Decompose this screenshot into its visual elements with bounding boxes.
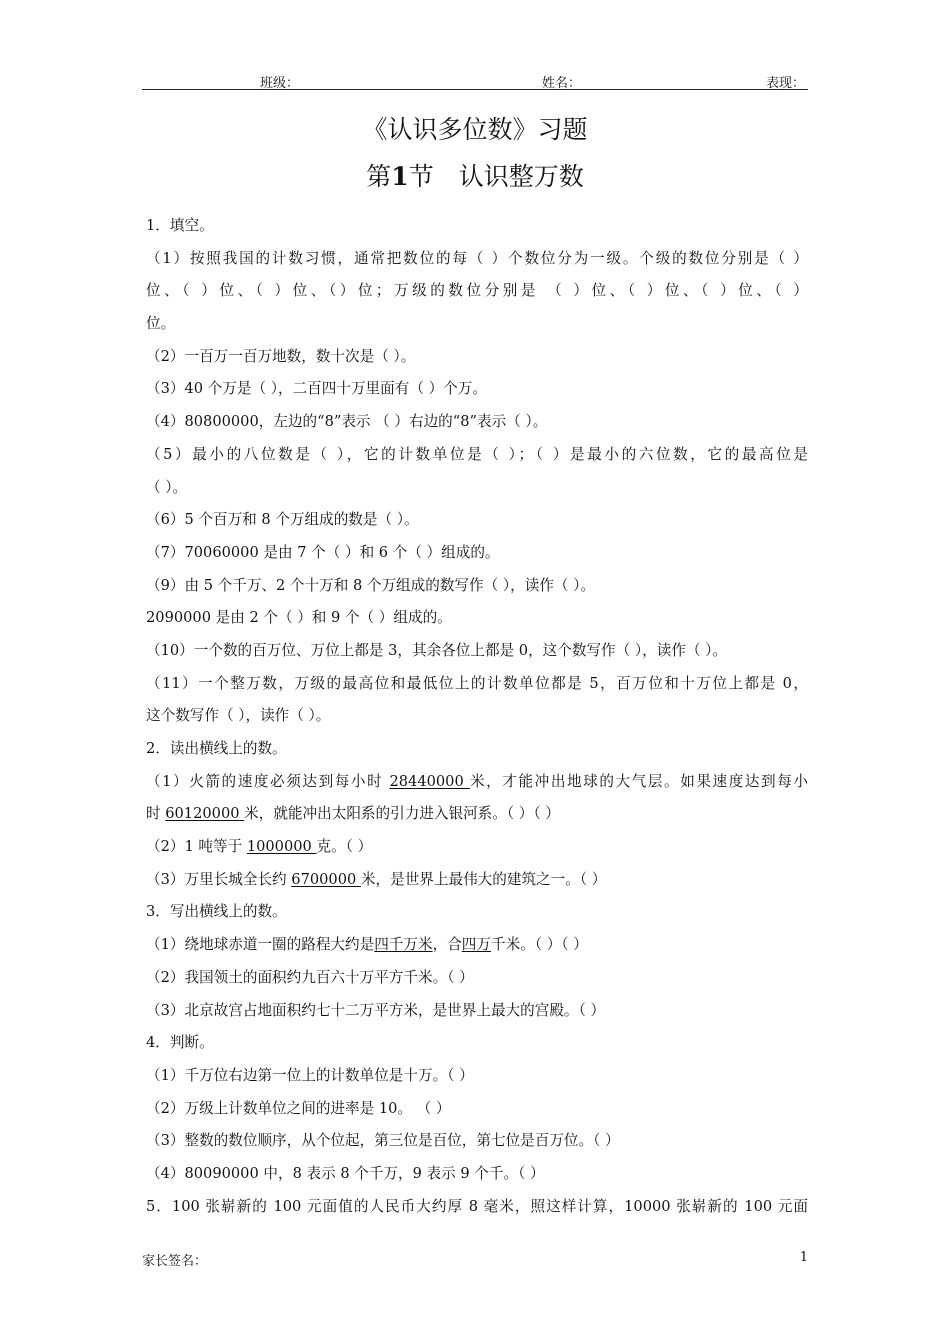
underlined-number: 1000000 bbox=[246, 838, 317, 856]
exercise-line bbox=[146, 766, 808, 799]
exercise-line bbox=[146, 210, 808, 243]
line-text: 米，才能冲出地球的大气层。如果速度达到每小 bbox=[469, 772, 808, 790]
exercise-line bbox=[146, 275, 808, 308]
underlined-number: 6700000 bbox=[291, 870, 361, 888]
exercise-line bbox=[146, 1158, 808, 1191]
line-text: （3）万里长城全长约 bbox=[146, 870, 292, 888]
exercise-line bbox=[146, 1027, 808, 1060]
line-text: （ ）。 bbox=[146, 478, 188, 496]
underlined-number: 四万 bbox=[461, 936, 491, 954]
exercise-body bbox=[146, 210, 808, 1223]
performance-label: 表现： bbox=[766, 76, 806, 91]
line-text: 米，是世界上最伟大的建筑之一。（ ） bbox=[360, 870, 607, 888]
exercise-line bbox=[146, 308, 808, 341]
exercise-line bbox=[146, 570, 808, 603]
line-text: （2）一百万一百万地数，数十次是（ ）。 bbox=[146, 347, 416, 365]
exercise-line bbox=[146, 504, 808, 537]
exercise-line bbox=[146, 537, 808, 570]
exercise-line bbox=[146, 1060, 808, 1093]
line-text: （3）整数的数位顺序，从个位起，第三位是百位，第七位是百万位。（ ） bbox=[146, 1132, 620, 1150]
exercise-line bbox=[146, 406, 808, 439]
section-prefix: 第 bbox=[366, 162, 392, 191]
line-text: 位。 bbox=[146, 315, 176, 333]
line-text: 5．100 张崭新的 100 元面值的人民币大约厚 8 毫米，照这样计算，10000 张崭新的 100 元面 bbox=[146, 1197, 808, 1215]
line-text: （3）40 个万是（ ），二百四十万里面有（ ）个万。 bbox=[146, 380, 487, 398]
line-text: （2）我国领土的面积约九百六十万平方千米。（ ） bbox=[146, 968, 474, 986]
line-text: （2）万级上计数单位之间的进率是 10。 （ ） bbox=[146, 1099, 451, 1117]
parent-signature-label: 家长签名： bbox=[142, 1254, 208, 1269]
exercise-line bbox=[146, 373, 808, 406]
exercise-line bbox=[146, 1093, 808, 1126]
exercise-line bbox=[146, 864, 808, 897]
exercise-line bbox=[146, 243, 808, 276]
exercise-line bbox=[146, 700, 808, 733]
line-text: 2090000 是由 2 个（ ）和 9 个（ ）组成的。 bbox=[146, 609, 452, 627]
name-label: 姓名： bbox=[542, 76, 582, 91]
exercise-line bbox=[146, 341, 808, 374]
line-text: 1．填空。 bbox=[146, 217, 214, 234]
line-text: （10）一个数的百万位、万位上都是 3，其余各位上都是 0，这个数写作（ ），读作（ ）。 bbox=[146, 641, 728, 659]
line-text: 2．读出横线上的数。 bbox=[146, 740, 287, 757]
exercise-line bbox=[146, 798, 808, 831]
underlined-number: 60120000 bbox=[165, 805, 245, 823]
header-divider bbox=[142, 89, 808, 90]
exercise-line bbox=[146, 929, 808, 962]
line-text: 时 bbox=[146, 805, 166, 823]
exercise-line bbox=[146, 962, 808, 995]
line-text: （1）按照我国的计数习惯，通常把数位的每（ ）个数位分为一级。个级的数位分别是（ ） bbox=[146, 249, 808, 267]
exercise-line bbox=[146, 602, 808, 635]
line-text: （4）80090000 中，8 表示 8 个千万，9 表示 9 个千。（ ） bbox=[146, 1164, 545, 1182]
line-text: （9）由 5 个千万、2 个十万和 8 个万组成的数写作（ ），读作（ ）。 bbox=[146, 576, 596, 594]
class-label: 班级： bbox=[260, 76, 300, 91]
line-text: 位、（ ）位、（ ）位、（）位；万级的数位分别是 （ ）位、（ ）位、（ ）位、（ ） bbox=[146, 282, 808, 300]
underlined-number: 28440000 bbox=[389, 772, 470, 790]
exercise-line bbox=[146, 472, 808, 505]
line-text: （5）最小的八位数是（ ），它的计数单位是（ ）；（ ）是最小的六位数，它的最高位是 bbox=[146, 445, 808, 463]
line-text: （1）绕地球赤道一圈的路程大约是 bbox=[146, 936, 375, 954]
exercise-line bbox=[146, 733, 808, 766]
line-text: ，合 bbox=[432, 936, 462, 954]
exercise-line bbox=[146, 995, 808, 1028]
page-header bbox=[142, 70, 808, 91]
line-text: 千米。（ ）（ ） bbox=[491, 936, 588, 954]
line-text: 3．写出横线上的数。 bbox=[146, 903, 287, 921]
section-title bbox=[0, 157, 950, 193]
page-number: 1 bbox=[799, 1250, 808, 1265]
section-number: 1 bbox=[391, 162, 409, 191]
exercise-line bbox=[146, 896, 808, 929]
exercise-line bbox=[146, 1191, 808, 1224]
underlined-number: 四千万米 bbox=[374, 936, 433, 954]
section-suffix: 节 认识整万数 bbox=[408, 162, 584, 191]
line-text: （11）一个整万数，万级的最高位和最低位上的计数单位都是 5，百万位和十万位上都是 0， bbox=[146, 674, 808, 692]
exercise-line bbox=[146, 668, 808, 701]
line-text: （1）火箭的速度必须达到每小时 bbox=[146, 772, 390, 790]
line-text: 4．判断。 bbox=[146, 1034, 214, 1052]
line-text: 克。（ ） bbox=[316, 838, 373, 856]
line-text: （4）80800000，左边的“8”表示 （ ）右边的“8”表示（ ）。 bbox=[146, 413, 548, 431]
line-text: 这个数写作（ ），读作（ ）。 bbox=[146, 707, 331, 725]
exercise-line bbox=[146, 439, 808, 472]
line-text: （2）1 吨等于 bbox=[146, 838, 247, 856]
line-text: （1）千万位右边第一位上的计数单位是十万。（ ） bbox=[146, 1066, 474, 1084]
exercise-line bbox=[146, 1125, 808, 1158]
line-text: （6）5 个百万和 8 个万组成的数是（ ）。 bbox=[146, 511, 419, 529]
line-text: 米，就能冲出太阳系的引力进入银河系。（ ）（ ） bbox=[244, 805, 560, 823]
exercise-line bbox=[146, 831, 808, 864]
line-text: （3）北京故宫占地面积约七十二万平方米，是世界上最大的宫殿。（ ） bbox=[146, 1001, 606, 1019]
line-text: （7）70060000 是由 7 个（ ）和 6 个（ ）组成的。 bbox=[146, 543, 500, 561]
exercise-line bbox=[146, 635, 808, 668]
document-title: 《认识多位数》习题 bbox=[362, 115, 588, 144]
